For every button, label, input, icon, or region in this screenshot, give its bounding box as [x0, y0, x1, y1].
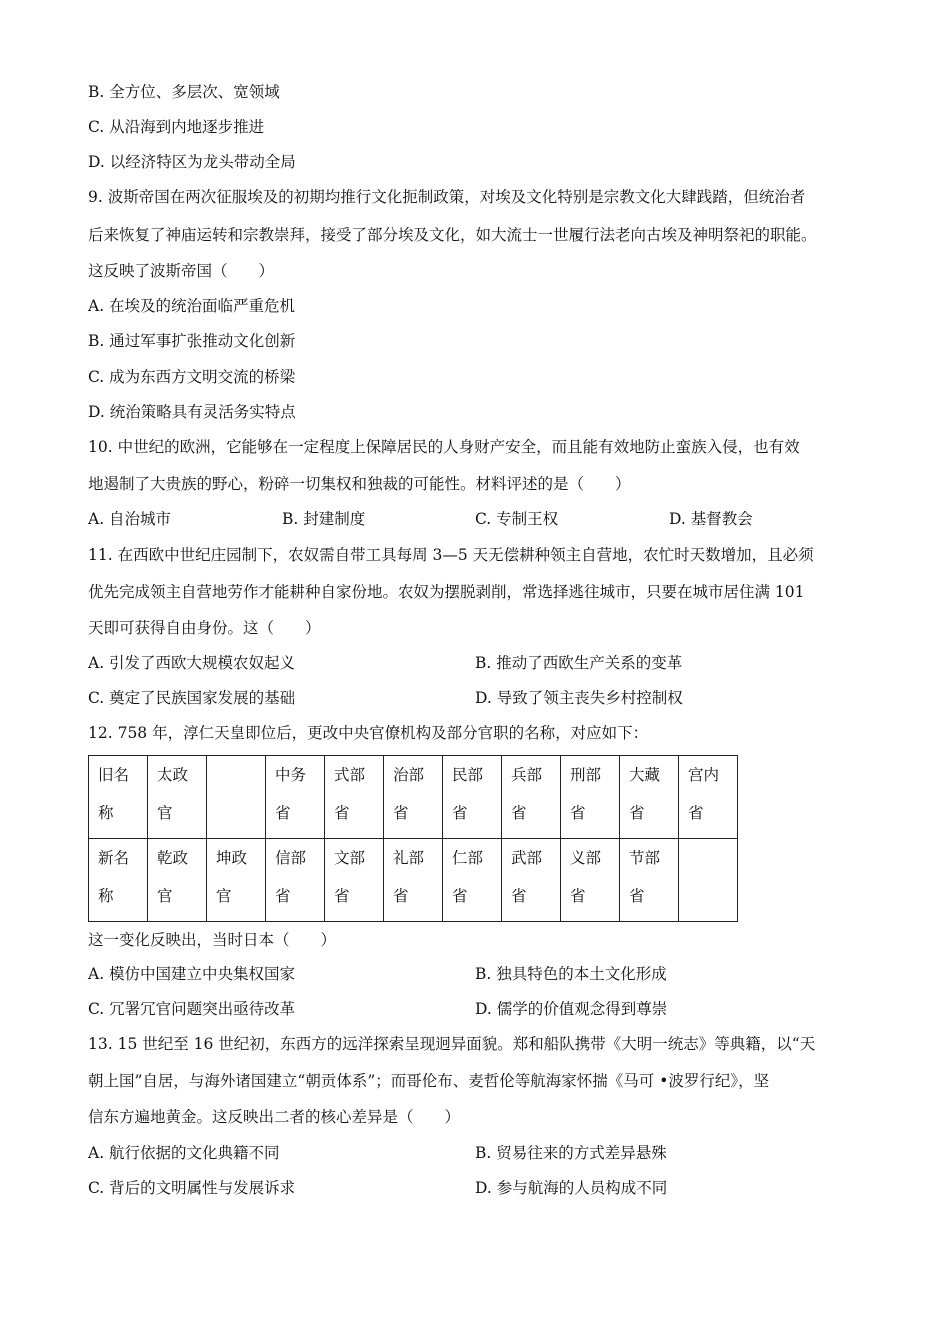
- table-cell: 仁部 省: [443, 839, 502, 922]
- table-cell: 太政 官: [148, 756, 207, 839]
- q12-stem-after-table: 这一变化反映出，当时日本（ ）: [88, 931, 337, 949]
- q9-stem-line-3: 这反映了波斯帝国（ ）: [88, 262, 275, 280]
- table-cell: 义部 省: [561, 839, 620, 922]
- q12-option-c: C. 冗署冗官问题突出亟待改革: [88, 1000, 296, 1018]
- table-cell: 乾政 官: [148, 839, 207, 922]
- q12-option-a: A. 模仿中国建立中央集权国家: [88, 965, 296, 983]
- q11-option-b: B. 推动了西欧生产关系的变革: [475, 654, 683, 672]
- q11-stem-line-3: 天即可获得自由身份。这（ ）: [88, 619, 321, 637]
- table-cell: 民部 省: [443, 756, 502, 839]
- q9-option-d: D. 统治策略具有灵活务实特点: [88, 403, 296, 421]
- table-cell: 礼部 省: [384, 839, 443, 922]
- table-cell: 刑部 省: [561, 756, 620, 839]
- q9-stem-line-1: 9. 波斯帝国在两次征服埃及的初期均推行文化扼制政策，对埃及文化特别是宗教文化大肆践踏，但统治者: [88, 188, 806, 206]
- q13-option-a: A. 航行依据的文化典籍不同: [88, 1144, 280, 1162]
- q12-option-d: D. 儒学的价值观念得到尊崇: [475, 1000, 668, 1018]
- table-cell: 文部 省: [325, 839, 384, 922]
- table-cell: 武部 省: [502, 839, 561, 922]
- table-cell: [207, 756, 266, 839]
- q8-option-c: C. 从沿海到内地逐步推进: [88, 118, 265, 136]
- q10-option-a: A. 自治城市: [88, 510, 172, 528]
- table-cell: 宫内 省: [679, 756, 738, 839]
- q13-stem-line-1: 13. 15 世纪至 16 世纪初，东西方的远洋探索呈现迥异面貌。郑和船队携带《大明一统志》等典籍，以“天: [88, 1035, 816, 1053]
- q8-option-d: D. 以经济特区为龙头带动全局: [88, 153, 296, 171]
- table-row-old-names: [89, 756, 738, 839]
- table-cell: 旧名 称: [89, 756, 148, 839]
- q13-stem-line-2: 朝上国”自居，与海外诸国建立“朝贡体系”；而哥伦布、麦哲伦等航海家怀揣《马可 •波罗行纪》，坚: [88, 1072, 770, 1090]
- q9-option-b: B. 通过军事扩张推动文化创新: [88, 332, 296, 350]
- q13-option-c: C. 背后的文明属性与发展诉求: [88, 1179, 296, 1197]
- table-cell: 中务 省: [266, 756, 325, 839]
- table-cell: 兵部 省: [502, 756, 561, 839]
- table-cell: 坤政 官: [207, 839, 266, 922]
- q11-option-d: D. 导致了领主丧失乡村控制权: [475, 689, 683, 707]
- office-name-table: [88, 755, 738, 922]
- q13-stem-line-3: 信东方遍地黄金。这反映出二者的核心差异是（ ）: [88, 1108, 461, 1126]
- q11-option-c: C. 奠定了民族国家发展的基础: [88, 689, 296, 707]
- q8-option-b: B. 全方位、多层次、宽领域: [88, 83, 280, 101]
- q13-option-b: B. 贸易往来的方式差异悬殊: [475, 1144, 667, 1162]
- q10-stem-line-2: 地遏制了大贵族的野心，粉碎一切集权和独裁的可能性。材料评述的是（ ）: [88, 475, 631, 493]
- q13-option-d: D. 参与航海的人员构成不同: [475, 1179, 668, 1197]
- table-cell: 信部 省: [266, 839, 325, 922]
- table-cell: 新名 称: [89, 839, 148, 922]
- table-cell: 大藏 省: [620, 756, 679, 839]
- q11-stem-line-2: 优先完成领主自营地劳作才能耕种自家份地。农奴为摆脱剥削，常选择逃往城市，只要在城市居住满 101: [88, 583, 805, 601]
- q10-option-c: C. 专制王权: [475, 510, 559, 528]
- table-cell: 节部 省: [620, 839, 679, 922]
- q9-option-a: A. 在埃及的统治面临严重危机: [88, 297, 296, 315]
- table-cell: 式部 省: [325, 756, 384, 839]
- q9-stem-line-2: 后来恢复了神庙运转和宗教崇拜，接受了部分埃及文化，如大流士一世履行法老向古埃及神明祭祀的职能。: [88, 226, 817, 244]
- q10-option-d: D. 基督教会: [669, 510, 753, 528]
- q12-option-b: B. 独具特色的本土文化形成: [475, 965, 667, 983]
- q11-option-a: A. 引发了西欧大规模农奴起义: [88, 654, 296, 672]
- q10-stem-line-1: 10. 中世纪的欧洲，它能够在一定程度上保障居民的人身财产安全，而且能有效地防止蛮族入侵，也有效: [88, 438, 800, 456]
- q9-option-c: C. 成为东西方文明交流的桥梁: [88, 368, 296, 386]
- q11-stem-line-1: 11. 在西欧中世纪庄园制下，农奴需自带工具每周 3—5 天无偿耕种领主自营地，农忙时天数增加，且必须: [88, 546, 814, 564]
- table-cell: [679, 839, 738, 922]
- q10-option-b: B. 封建制度: [282, 510, 366, 528]
- table-cell: 治部 省: [384, 756, 443, 839]
- q12-stem: 12. 758 年，淳仁天皇即位后，更改中央官僚机构及部分官职的名称，对应如下：: [88, 724, 649, 742]
- table-row-new-names: [89, 839, 738, 922]
